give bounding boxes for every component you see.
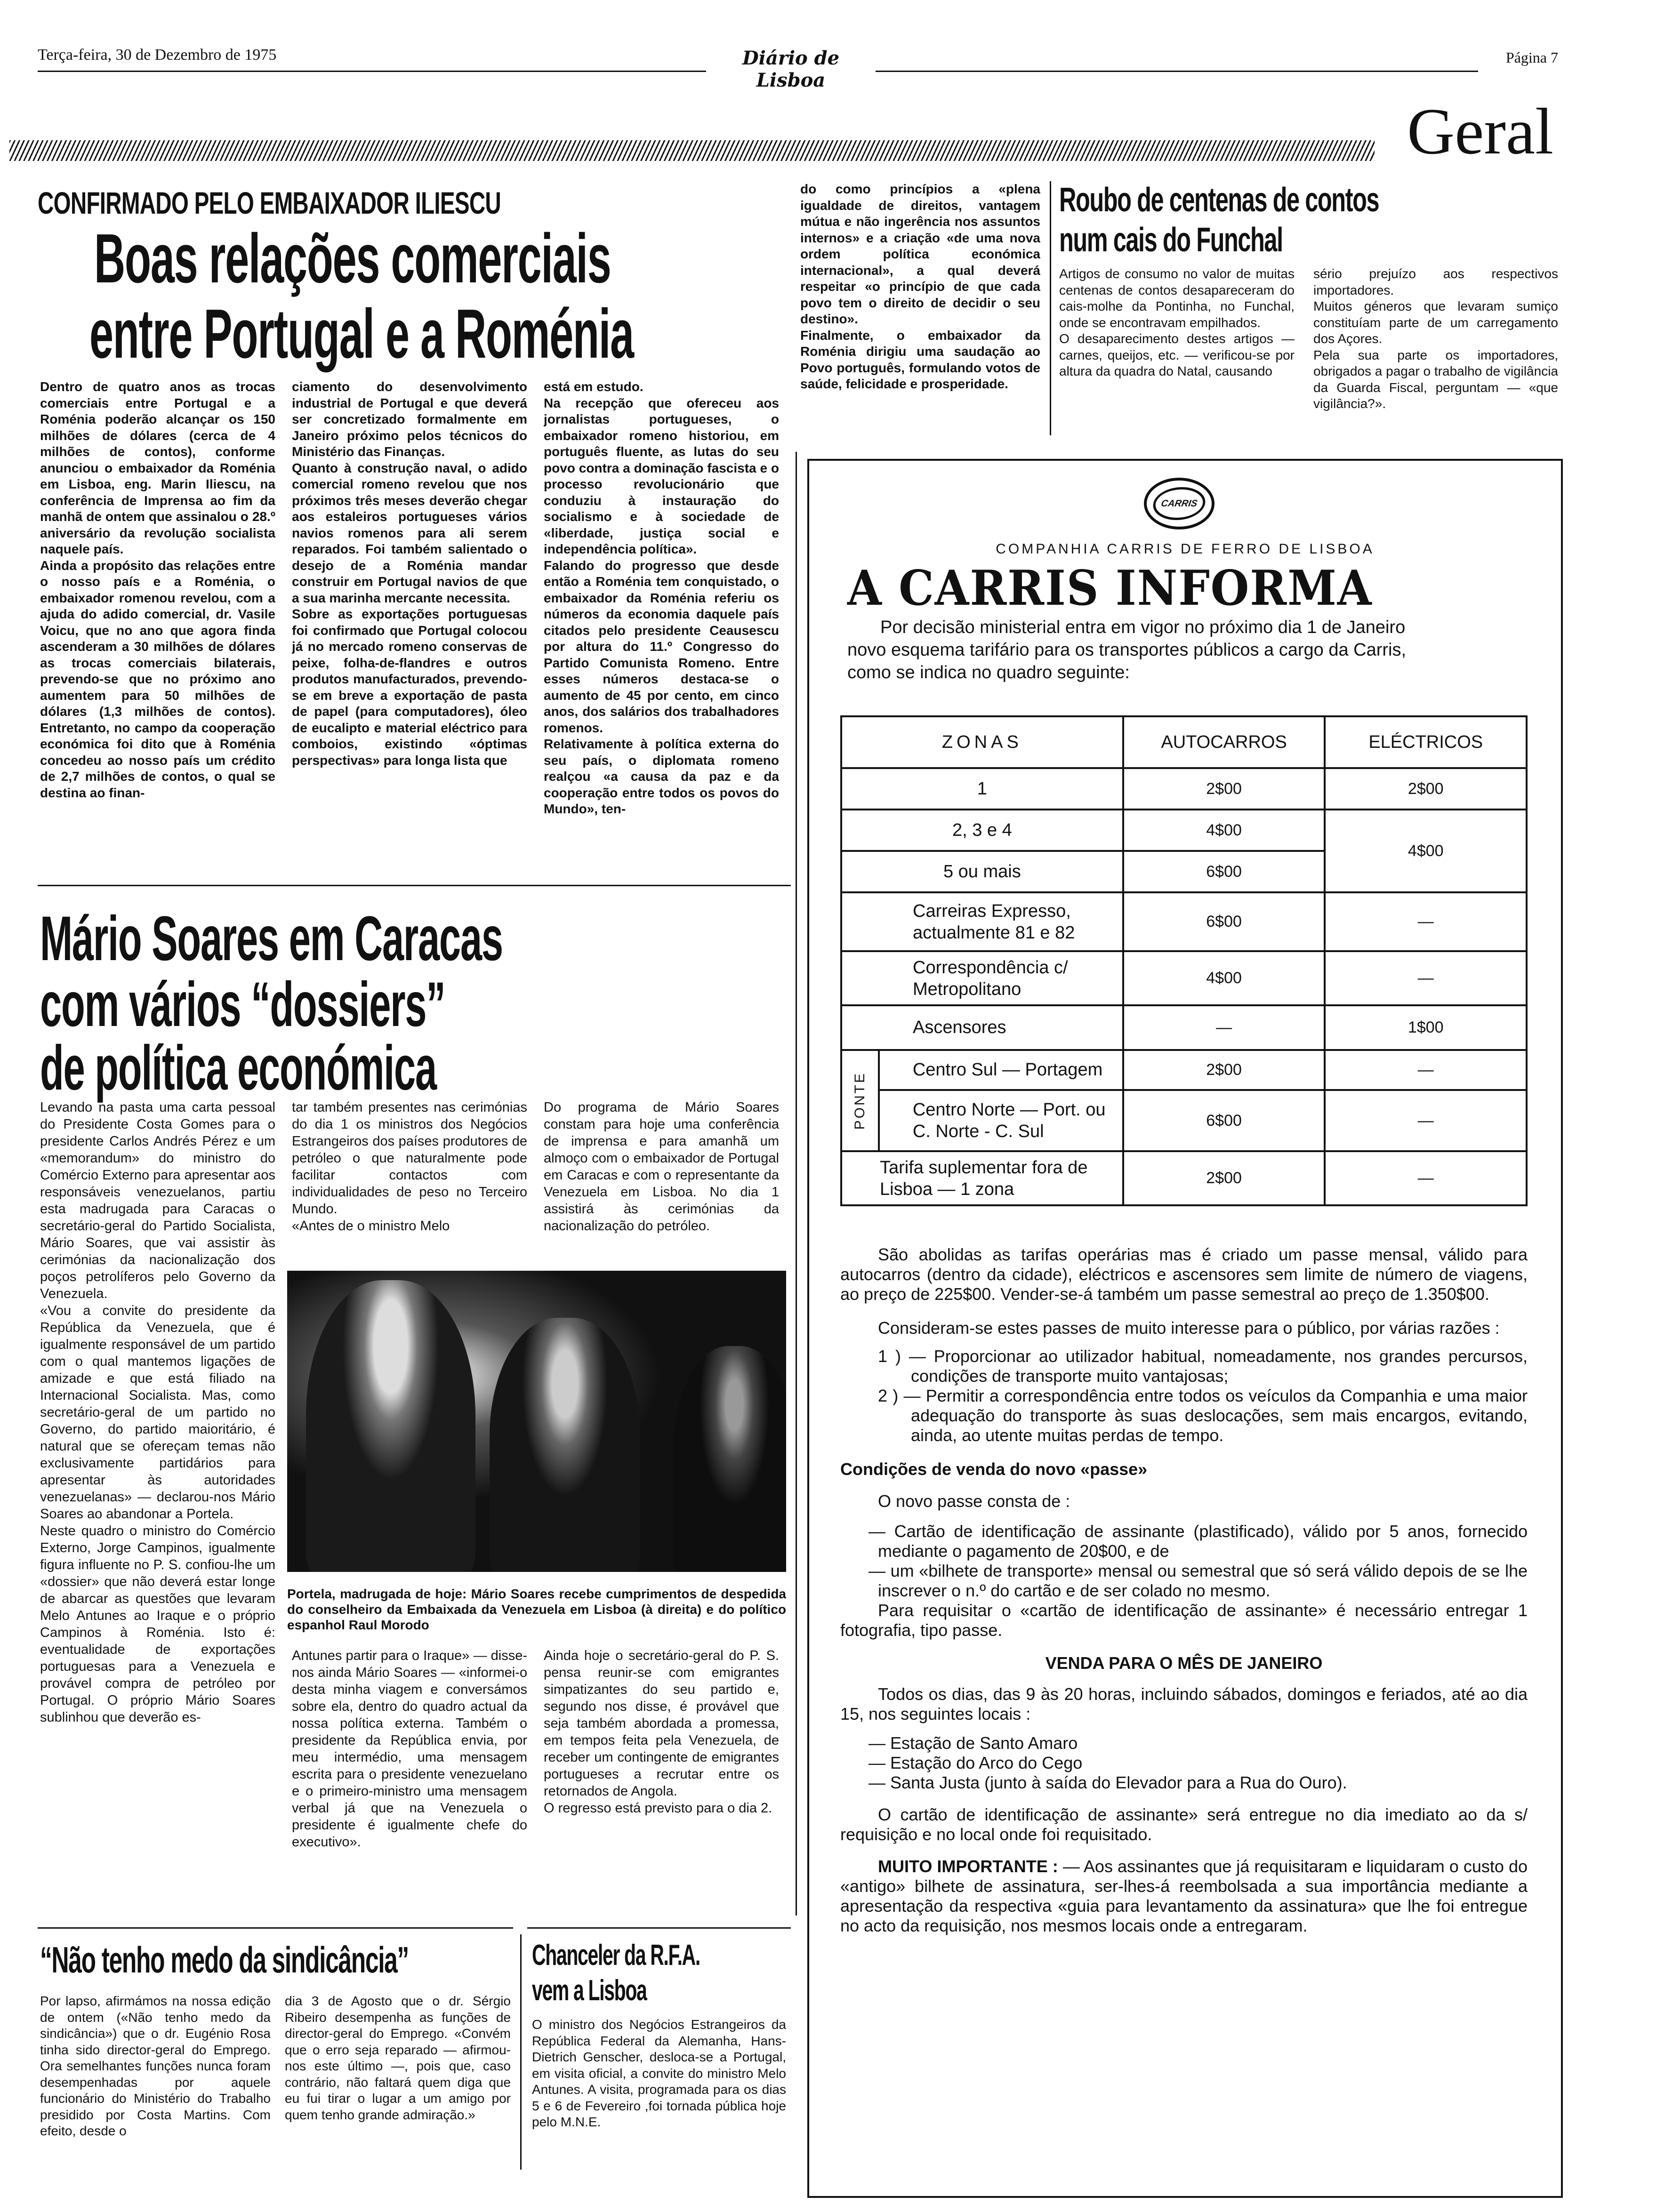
photo-figure-center — [490, 1318, 640, 1572]
fare-row — [841, 1005, 1527, 1050]
header-electricos: ELÉCTRICOS — [1325, 716, 1527, 768]
carris-venda-title: VENDA PARA O MÊS DE JANEIRO — [1045, 1653, 1323, 1673]
fare-zona: 5 ou mais — [841, 851, 1123, 892]
carris-loc1: — Estação de Santo Amaro — [869, 1733, 1078, 1753]
carris-loc3: — Santa Justa (junto à saída do Elevador para a Rua do Ouro). — [869, 1773, 1347, 1792]
fare-electricos: 2$00 — [1325, 768, 1527, 809]
sindicancia-headline: “Não tenho medo da sindicância” — [40, 1939, 409, 1980]
soares-headline-2: com vários “dossiers” — [40, 970, 445, 1040]
fare-autocarros: 6$00 — [1123, 1090, 1325, 1151]
carris-logo-text: CARRIS — [1160, 498, 1199, 509]
romenia-col-4: do como princípios a «plena igualdade de direitos, vantagem mútua e não ingerência nos assuntos internos» e a criação «de uma nova ordem política económica internacional», a qual deverá respeitar «o princípio de que cada povo tem o direito de decidir o seu destino». Finalmente, o embaixador da Roménia dirigiu uma saudação ao Povo português, formulando votos de saúde, felicidade e prosperidade. — [800, 182, 1040, 391]
fare-zona: Carreiras Expresso, actualmente 81 e 82 — [841, 892, 1123, 951]
fare-autocarros: 2$00 — [1123, 768, 1325, 809]
romenia-kicker: CONFIRMADO PELO EMBAIXADOR ILIESCU — [38, 185, 501, 220]
rule-above-sindicancia — [38, 1927, 513, 1929]
soares-photo — [287, 1271, 786, 1572]
chanceler-headline-2: vem a Lisboa — [532, 1974, 647, 2007]
sindicancia-col-2: dia 3 de Agosto que o dr. Sérgio Ribeiro desempenha as funções de director-geral do Emprego. «Convém que o erro seja reparado — afirmou-nos este último —, pois que, caso contrário, não faltará quem diga que eu fui tirar o lugar a um amigo por quem tenho grande admiração.» — [285, 1994, 511, 2122]
fare-zona: Correspondência c/ Metropolitano — [841, 951, 1123, 1005]
chanceler-body: O ministro dos Negócios Estrangeiros da República Federal da Alemanha, Hans-Dietrich Genscher, desloca-se a Portugal, em visita oficial, a convite do ministro Melo Antunes. A visita, programada para os dias 5 e 6 de Fevereiro ,foi tornada pública hoje pelo M.N.E. — [532, 2017, 786, 2129]
carris-p1: São abolidas as tarifas operárias mas é criado um passe mensal, válido para autocarros (dentro da cidade), eléctricos e ascensores sem limite de número de viagens, ao preço de 225$00. Vender-se-á também um passe semestral ao preço de 1.350$00. — [840, 1245, 1528, 1304]
fare-table — [840, 715, 1528, 1206]
soares-col-2-top: tar também presentes nas cerimónias do dia 1 os ministros dos Negócios Estrangeiros dos países produtores de petróleo o que naturalmente pode facilitar contactos com individualidades de peso no Terceiro Mundo. «Antes de o ministro Melo — [292, 1100, 527, 1234]
page-number: Página 7 — [1505, 49, 1558, 66]
carris-li4: — um «bilhete de transporte» mensal ou semestral que só será válido depois de se lhe inscrever o n.º do cartão e de ser colado no mesmo. — [869, 1561, 1528, 1600]
photo-figure-left — [306, 1280, 475, 1572]
sindicancia-col-1: Por lapso, afirmámos na nossa edição de ontem («Não tenho medo da sindicância») que o dr. Eugénio Rosa tinha sido director-geral do Emprego. Ora semelhantes funções nunca foram desempenhadas por aquele funcionário do Ministério do Trabalho presidido por Costa Martins. Com efeito, desde o — [40, 1994, 271, 2138]
carris-p5: Todos os dias, das 9 às 20 horas, incluindo sábados, domingos e feriados, até ao dia 15, nos seguintes locais : — [840, 1684, 1528, 1723]
fare-zona: 1 — [841, 768, 1123, 809]
carris-intro-1: Por decisão ministerial entra em vigor no próximo dia 1 de Janeiro — [880, 617, 1406, 637]
section-hatch-bar — [9, 140, 1375, 161]
header-zonas: ZONAS — [841, 716, 1123, 768]
soares-col-3-top: Do programa de Mário Soares constam para hoje uma conferência de imprensa e para amanhã um almoço com o embaixador de Portugal em Caracas e com o representante da Venezuela em Lisboa. No dia 1 assistirá às cerimónias da nacionalização do petróleo. — [544, 1100, 779, 1234]
fare-zona: 2, 3 e 4 — [841, 809, 1123, 851]
header-autocarros: AUTOCARROS — [1123, 716, 1325, 768]
fare-electricos: 1$00 — [1325, 1005, 1527, 1050]
romenia-headline-2: entre Portugal e a Roménia — [89, 295, 634, 373]
rule-sindicancia-chanceler — [520, 1934, 522, 2170]
fare-electricos: — — [1325, 1090, 1527, 1151]
fare-electricos: — — [1325, 951, 1527, 1005]
fare-autocarros: 6$00 — [1123, 892, 1325, 951]
header-rule-right — [876, 71, 1478, 72]
fare-row — [841, 1151, 1527, 1205]
ponte-label: PONTE — [852, 1071, 868, 1130]
carris-p7-lead: MUITO IMPORTANTE : — [878, 1857, 1058, 1876]
fare-autocarros: 6$00 — [1123, 851, 1325, 892]
fare-electricos: — — [1325, 892, 1527, 951]
carris-p7 — [840, 1857, 1528, 1936]
fare-autocarros: 4$00 — [1123, 809, 1325, 851]
section-title: Geral — [1407, 95, 1553, 168]
rule-above-chanceler — [527, 1927, 791, 1929]
fare-row — [841, 892, 1527, 951]
carris-li2: 2 ) — Permitir a correspondência entre todos os veículos da Companhia e uma maior adequação do transporte às suas deslocações, sem mais encargos, evitando, ainda, ao utente muitas perdas de tempo. — [878, 1386, 1528, 1445]
carris-body — [840, 1245, 1528, 1936]
carris-li3: — Cartão de identificação de assinante (plastificado), válido por 5 anos, fornecido mediante o pagamento de 20$00, e de — [869, 1522, 1528, 1561]
carris-p6: O cartão de identificação de assinante» será entregue no dia imediato ao da s/ requisição e no local onde foi requisitado. — [840, 1805, 1528, 1844]
carris-p7-text: — Aos assinantes que já requisitaram e liquidaram o custo do «antigo» bilhete de assinatura, ser-lhes-á reembolsada a sua importância mediante a apresentação da respectiva «guia para levantamento da assinatura» que lhe foi entregue no acto da requisição, nos mesmos locais onde a entregaram. — [840, 1857, 1528, 1935]
fare-zona: Centro Norte — Port. ou C. Norte - C. Sul — [879, 1090, 1123, 1151]
carris-title: A CARRIS INFORMA — [847, 560, 1373, 617]
roubo-col-1: Artigos de consumo no valor de muitas centenas de contos desapareceram do cais-molhe da Pontinha, no Funchal, onde se encontravam empilhados. O desaparecimento destes artigos — carnes, queijos, etc. — verificou-se por altura da quadra do Natal, causando — [1059, 266, 1295, 378]
carris-logo-inner — [1150, 487, 1208, 520]
ponte-cell — [841, 1050, 879, 1151]
romenia-col-3: está em estudo. Na recepção que ofereceu aos jornalistas portugueses, o embaixador romeno historiou, em português fluente, as lutas do seu povo contra a dominação fascista e o processo revolucionário que conduziu à instauração do socialismo e à sociedade de «liberdade, justiça social e independência política». Falando do progresso que desde então a Roménia tem conquistado, o embaixador da Roménia referiu os números da economia daquele país citados pelo presidente Ceausescu por altura do 11.º Congresso do Partido Comunista Romeno. Entre esses números destaca-se o aumento de 45 por cento, em cinco anos, dos salários dos trabalhadores romenos. Relativamente à política externa do seu país, o diplomata romeno realçou «a causa da paz e da cooperação entre todos os povos do Mundo», ten- — [544, 379, 779, 816]
fare-row — [841, 768, 1527, 809]
fare-autocarros: 2$00 — [1123, 1050, 1325, 1090]
fare-table-header — [841, 716, 1527, 768]
soares-col-2-bottom: Antunes partir para o Iraque» — disse-nos ainda Mário Soares — «informei-o desta minha viagem e conversámos sobre ela, dentro do quadro actual da nossa política externa. Também o presidente da República envia, por meu intermédio, uma mensagem escrita para o presidente venezuelano e o primeiro-ministro uma mensagem verbal já que na Venezuela o presidente é igualmente chefe do executivo». — [292, 1648, 527, 1850]
romenia-headline-1: Boas relações comerciais — [94, 220, 611, 297]
carris-p3: O novo passe consta de : — [878, 1491, 1070, 1511]
fare-zona: Centro Sul — Portagem — [879, 1050, 1123, 1090]
soares-col-1: Levando na pasta uma carta pessoal do Presidente Costa Gomes para o presidente Carlos Andrés Pérez e um «memorandum» do ministro do Comércio Externo para apresentar aos responsáveis venezuelanos, partiu esta madrugada para Caracas o secretário-geral do Partido Socialista, Mário Soares, que vai assistir às cerimónias da nacionalização dos poços petrolíferos pelo Governo da Venezuela. «Vou a convite do presidente da República da Venezuela, que é igualmente responsável de um partido com o qual mantemos ligações de amizade e que está filiado na Internacional Socialista. Mas, como secretário-geral de um partido no Governo, do partido maioritário, é natural que se ofereçam temas não exclusivamente partidários para apresentar às autoridades venezuelanas» — declarou-nos Mário Soares ao abandonar a Portela. Neste quadro o ministro do Comércio Externo, Jorge Campinos, igualmente figura influente no P. S. confiou-lhe um «dossier» que não deverá estar longe de abarcar as questões que levaram Melo Antunes ao Iraque e o próprio Campinos à Roménia. Isto é: eventualidade de exportações portuguesas para a Venezuela e provável compra de petróleo por Portugal. O próprio Mário Soares sublinhou que deverão es- — [40, 1100, 275, 1725]
fare-electricos: — — [1325, 1151, 1527, 1205]
photo-figure-right — [673, 1346, 786, 1572]
carris-intro-3: como se indica no quadro seguinte: — [847, 663, 1130, 682]
carris-intro-2: novo esquema tarifário para os transportes públicos a cargo da Carris, — [847, 640, 1407, 660]
carris-loc2: — Estação do Arco do Cego — [869, 1753, 1083, 1772]
fare-autocarros: — — [1123, 1005, 1325, 1050]
fare-zona: Ascensores — [841, 1005, 1123, 1050]
header-date: Terça-feira, 30 de Dezembro de 1975 — [38, 46, 277, 64]
fare-autocarros: 4$00 — [1123, 951, 1325, 1005]
masthead: Diário de Lisboa — [742, 47, 840, 91]
roubo-headline-2: num cais do Funchal — [1059, 221, 1283, 259]
carris-company-name: COMPANHIA CARRIS DE FERRO DE LISBOA — [996, 541, 1375, 557]
carris-p4: Para requisitar o «cartão de identificação de assinante» é necessário entregar 1 fotografia, tipo passe. — [840, 1601, 1528, 1640]
roubo-headline-1: Roubo de centenas de contos — [1059, 181, 1379, 219]
fare-row — [841, 1050, 1527, 1090]
romenia-col-2: ciamento do desenvolvimento industrial de Portugal e que deverá ser concretizado formalmente em Janeiro próximo pelos técnicos do Ministério das Finanças. Quanto à construção naval, o adido comercial romeno revelou que nos próximos três meses deverão chegar aos estaleiros portugueses vários navios romenos para ali serem reparados. Foi também salientado o desejo de a Roménia mandar construir em Portugal navios de que a sua marinha mercante necessita. Sobre as exportações portuguesas foi confirmado que Portugal colocou já no mercado romeno conservas de peixe, folha-de-flandres e outros produtos manufacturados, prevendo-se em breve a exportação de pasta de papel (para computadores), óleo de eucalipto e material eléctrico para comboios, existindo «óptimas perspectivas» para longa lista que — [292, 379, 527, 768]
rule-left-column-divider — [796, 452, 797, 1915]
chanceler-headline-1: Chanceler da R.F.A. — [532, 1939, 700, 1972]
rule-under-romenia — [38, 885, 791, 886]
fare-row — [841, 1090, 1527, 1151]
soares-photo-caption: Portela, madrugada de hoje: Mário Soares recebe cumprimentos de despedida do conselheiro da Embaixada da Venezuela em Lisboa (à direita) e do político espanhol Raul Morodo — [287, 1587, 786, 1632]
fare-zona: Tarifa suplementar fora de Lisboa — 1 zona — [841, 1151, 1123, 1205]
fare-electricos: — — [1325, 1050, 1527, 1090]
carris-logo — [1144, 478, 1215, 529]
rule-romenia-roubo — [1050, 181, 1051, 435]
header-rule-left — [38, 71, 706, 72]
soares-headline-3: de política económica — [40, 1033, 436, 1103]
carris-cond-title: Condições de venda do novo «passe» — [840, 1459, 1148, 1479]
romenia-col-1: Dentro de quatro anos as trocas comerciais entre Portugal e a Roménia poderão alcançar os 150 milhões de dólares (cerca de 4 milhões de contos), conforme anunciou o embaixador da Roménia em Lisboa, eng. Marin Iliescu, na conferência de Imprensa ao fim da manhã de ontem que assinalou o 28.º aniversário da revolução socialista naquele país. Ainda a propósito das relações entre o nosso país e a Roménia, o embaixador romenou revelou, com a ajuda do adido comercial, dr. Vasile Voicu, que no ano que agora finda ascenderam a 30 milhões de dólares as trocas comerciais bilaterais, prevendo-se que no próximo ano aumentem para 50 milhões de dólares (1,3 milhões de contos). Entretanto, no campo da cooperação económica foi dito que à Roménia concedeu ao nosso país um crédito de 2,7 milhões de contos, o qual se destina ao finan- — [40, 379, 275, 800]
fare-autocarros: 2$00 — [1123, 1151, 1325, 1205]
fare-electricos: 4$00 — [1325, 809, 1527, 892]
soares-headline-1: Mário Soares em Caracas — [40, 904, 503, 974]
fare-row — [841, 809, 1527, 851]
fare-row — [841, 951, 1527, 1005]
roubo-col-2: sério prejuízo aos respectivos importadores. Muitos géneros que levaram sumiço constituíam parte de um carregamento dos Açores. Pela sua parte os importadores, obrigados a pagar o trabalho de vigilância da Guarda Fiscal, perguntam — «que vigilância?». — [1313, 266, 1558, 411]
carris-li1: 1 ) — Proporcionar ao utilizador habitual, nomeadamente, nos grandes percursos, condições de transporte muito vantajosas; — [878, 1346, 1528, 1386]
soares-col-3-bottom: Ainda hoje o secretário-geral do P. S. pensa reunir-se com emigrantes simpatizantes do seu partido e, segundo nos disse, é provável que seja também abordada a promessa, em tempos feita pela Venezuela, de receber um contingente de emigrantes portugueses a recrutar entre os retornados de Angola. O regresso está previsto para o dia 2. — [544, 1648, 779, 1816]
carris-p2: Consideram-se estes passes de muito interesse para o público, por várias razões : — [878, 1318, 1500, 1338]
